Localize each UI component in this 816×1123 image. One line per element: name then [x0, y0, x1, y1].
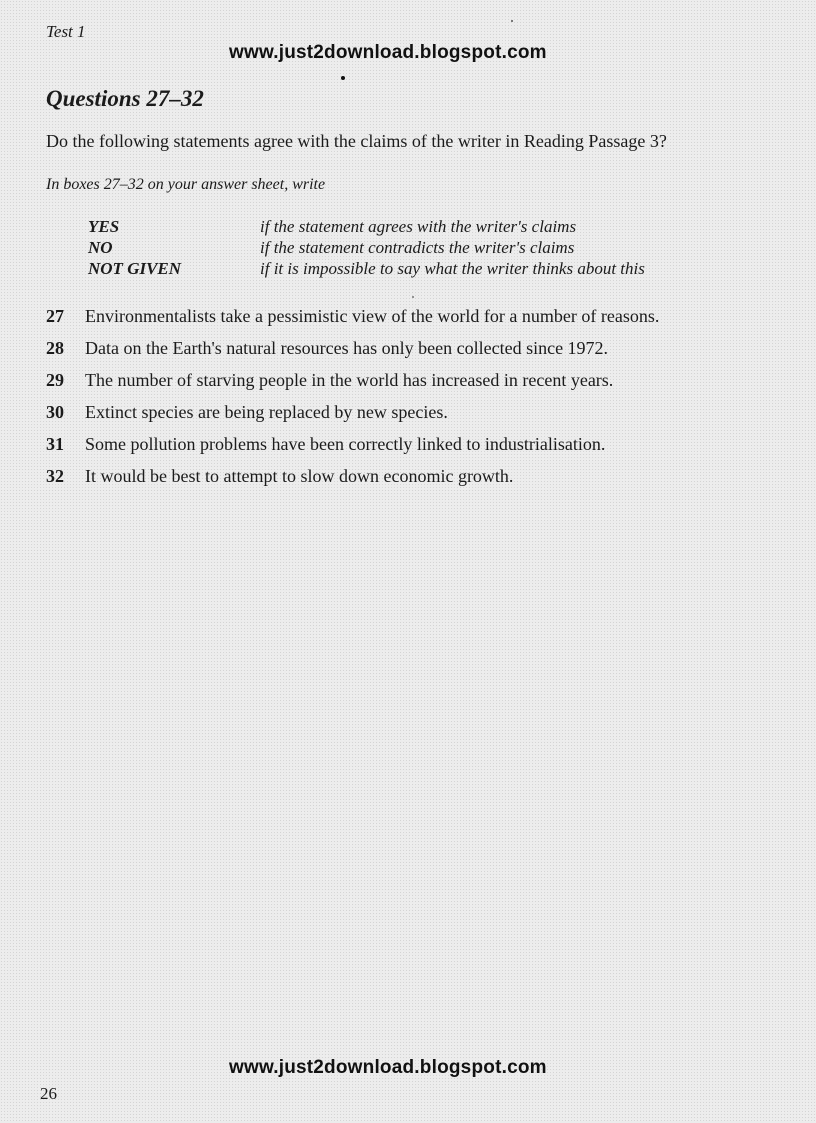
- scan-dot: [341, 76, 345, 80]
- question-number: 29: [46, 370, 64, 390]
- answer-sheet-instruction: In boxes 27–32 on your answer sheet, write: [46, 176, 326, 193]
- key-definition: if it is impossible to say what the writer thinks about this: [260, 259, 645, 278]
- key-term: NOT GIVEN: [88, 259, 182, 278]
- question-number: 30: [46, 402, 64, 422]
- question-item: [46, 434, 659, 466]
- question-statement: Environmentalists take a pessimistic view of the world for a number of reasons.: [85, 306, 660, 326]
- scan-speck: [412, 296, 414, 298]
- question-statement: Data on the Earth's natural resources has only been collected since 1972.: [85, 338, 609, 358]
- question-list: [46, 306, 659, 498]
- question-item: [46, 402, 659, 434]
- question-statement: Some pollution problems have been correctly linked to industrialisation.: [85, 434, 606, 454]
- question-number: 28: [46, 338, 64, 358]
- question-item: [46, 306, 659, 338]
- key-row-yes: [88, 217, 645, 238]
- question-number: 31: [46, 434, 64, 454]
- key-term: NO: [88, 238, 113, 257]
- question-statement: The number of starving people in the world has increased in recent years.: [85, 370, 614, 390]
- footer-url: www.just2download.blogspot.com: [229, 1057, 547, 1078]
- answer-key-legend: [88, 217, 645, 280]
- question-item: [46, 466, 659, 498]
- instruction-text: Do the following statements agree with the claims of the writer in Reading Passage 3?: [46, 131, 667, 151]
- question-statement: It would be best to attempt to slow down economic growth.: [85, 466, 514, 486]
- questions-heading: Questions 27–32: [46, 86, 204, 111]
- header-url: www.just2download.blogspot.com: [229, 42, 547, 63]
- running-head: Test 1: [46, 22, 86, 41]
- question-statement: Extinct species are being replaced by new species.: [85, 402, 448, 422]
- question-number: 27: [46, 306, 64, 326]
- key-definition: if the statement agrees with the writer's claims: [260, 217, 577, 236]
- question-number: 32: [46, 466, 64, 486]
- scan-speck: [511, 20, 513, 22]
- key-term: YES: [88, 217, 120, 236]
- key-definition: if the statement contradicts the writer's claims: [260, 238, 575, 257]
- key-row-not-given: [88, 259, 645, 280]
- page-number: 26: [40, 1084, 57, 1103]
- question-item: [46, 370, 659, 402]
- question-item: [46, 338, 659, 370]
- key-row-no: [88, 238, 645, 259]
